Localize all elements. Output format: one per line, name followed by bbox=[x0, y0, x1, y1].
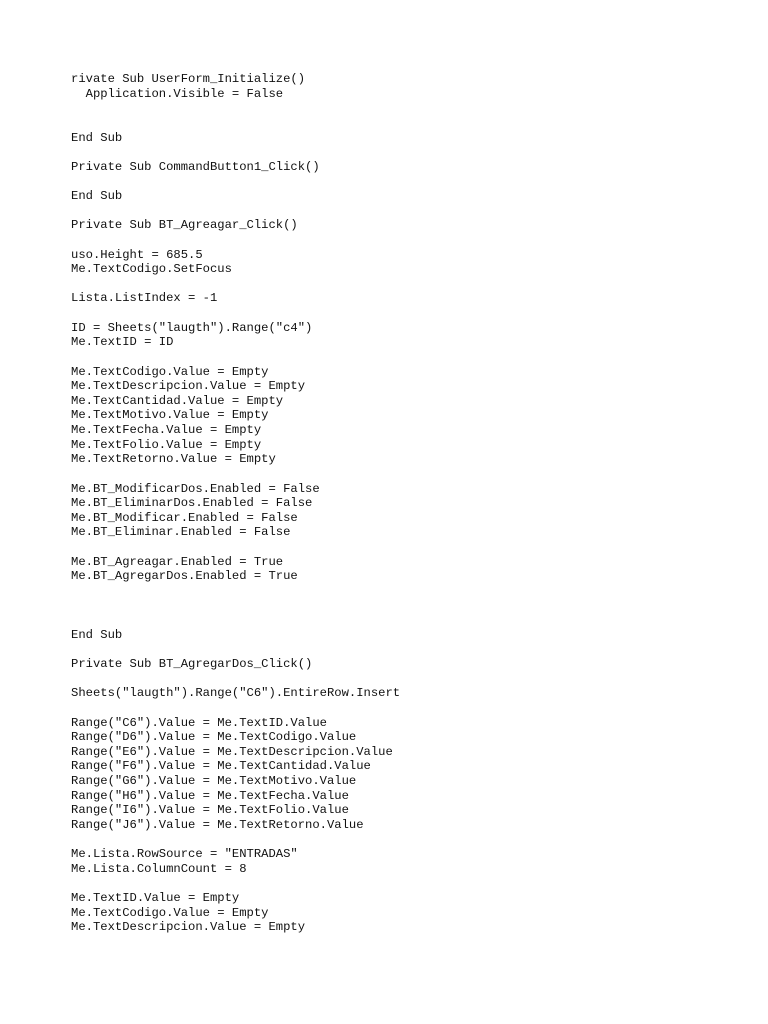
blank-line bbox=[71, 174, 400, 189]
code-line: Range("I6").Value = Me.TextFolio.Value bbox=[71, 803, 349, 818]
blank-line bbox=[71, 277, 400, 292]
blank-line bbox=[71, 467, 400, 482]
code-line: Sheets("laugth").Range("C6").EntireRow.Insert bbox=[71, 686, 401, 701]
blank-line bbox=[71, 306, 400, 321]
code-line: Range("H6").Value = Me.TextFecha.Value bbox=[71, 788, 349, 803]
code-line: Me.TextDescripcion.Value = Empty bbox=[71, 920, 306, 935]
code-line: Me.Lista.RowSource = "ENTRADAS" bbox=[71, 847, 298, 862]
vba-code-listing bbox=[71, 72, 400, 935]
code-line: Me.TextCodigo.Value = Empty bbox=[71, 364, 269, 379]
code-line: Me.TextRetorno.Value = Empty bbox=[71, 452, 276, 467]
blank-line bbox=[71, 116, 400, 131]
code-line: Me.TextDescripcion.Value = Empty bbox=[71, 379, 306, 394]
code-line: ID = Sheets("laugth").Range("c4") bbox=[71, 320, 313, 335]
code-line: End Sub bbox=[71, 627, 123, 642]
code-line: Range("F6").Value = Me.TextCantidad.Value bbox=[71, 759, 371, 774]
blank-line bbox=[71, 101, 400, 116]
code-line: Me.BT_ModificarDos.Enabled = False bbox=[71, 481, 320, 496]
blank-line bbox=[71, 701, 400, 716]
code-line: Me.BT_AgregarDos.Enabled = True bbox=[71, 569, 298, 584]
code-line: Me.TextCodigo.Value = Empty bbox=[71, 905, 269, 920]
code-line: Range("C6").Value = Me.TextID.Value bbox=[71, 715, 327, 730]
blank-line bbox=[71, 876, 400, 891]
code-line: Me.TextID.Value = Empty bbox=[71, 891, 240, 905]
code-line: Range("J6").Value = Me.TextRetorno.Value bbox=[71, 817, 364, 832]
code-line: Me.TextID = ID bbox=[71, 335, 174, 350]
code-line: End Sub bbox=[71, 130, 123, 145]
code-line: Me.TextCodigo.SetFocus bbox=[71, 262, 232, 277]
code-line: Me.BT_EliminarDos.Enabled = False bbox=[71, 496, 313, 511]
blank-line bbox=[71, 204, 400, 219]
blank-line bbox=[71, 833, 400, 848]
code-line: Private Sub CommandButton1_Click() bbox=[71, 159, 320, 174]
code-line: Me.Lista.ColumnCount = 8 bbox=[71, 861, 247, 876]
blank-line bbox=[71, 584, 400, 599]
blank-line bbox=[71, 613, 400, 628]
code-line: rivate Sub UserForm_Initialize() bbox=[71, 72, 306, 86]
code-line: Application.Visible = False bbox=[71, 86, 284, 101]
blank-line bbox=[71, 642, 400, 657]
code-line: Range("G6").Value = Me.TextMotivo.Value bbox=[71, 774, 357, 788]
code-line: Me.BT_Eliminar.Enabled = False bbox=[71, 525, 291, 540]
code-line: Me.BT_Agreagar.Enabled = True bbox=[71, 554, 284, 569]
code-line: Me.TextMotivo.Value = Empty bbox=[71, 408, 269, 423]
code-line: Me.BT_Modificar.Enabled = False bbox=[71, 510, 298, 525]
code-line: Private Sub BT_Agreagar_Click() bbox=[71, 218, 298, 233]
blank-line bbox=[71, 540, 400, 555]
blank-line bbox=[71, 233, 400, 248]
code-line: Lista.ListIndex = -1 bbox=[71, 291, 218, 306]
code-line: Me.TextFecha.Value = Empty bbox=[71, 423, 262, 437]
code-line: Me.TextFolio.Value = Empty bbox=[71, 437, 262, 452]
code-line: Private Sub BT_AgregarDos_Click() bbox=[71, 657, 313, 671]
blank-line bbox=[71, 350, 400, 365]
blank-line bbox=[71, 672, 400, 687]
code-line: End Sub bbox=[71, 189, 123, 203]
code-line: Range("E6").Value = Me.TextDescripcion.Value bbox=[71, 744, 393, 759]
blank-line bbox=[71, 599, 400, 614]
blank-line bbox=[71, 145, 400, 160]
code-line: Range("D6").Value = Me.TextCodigo.Value bbox=[71, 730, 357, 745]
code-line: uso.Height = 685.5 bbox=[71, 247, 203, 262]
code-line: Me.TextCantidad.Value = Empty bbox=[71, 393, 284, 408]
